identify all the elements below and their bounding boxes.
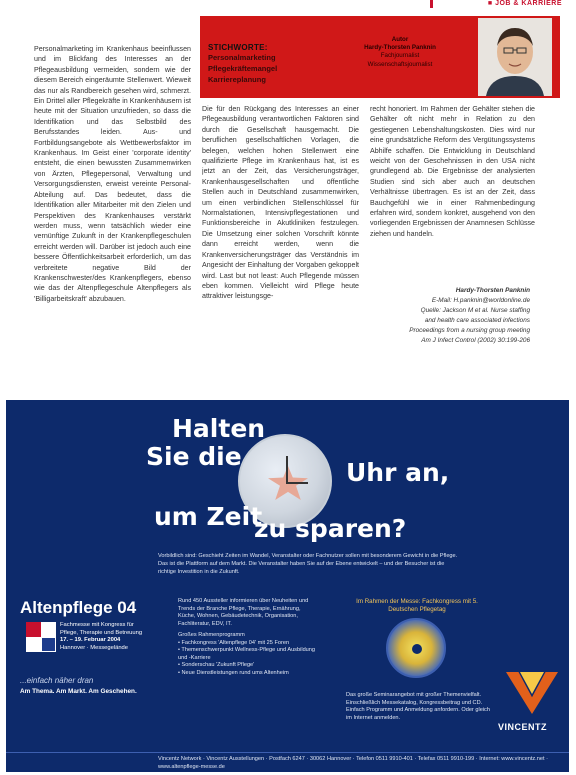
article-text: Personalmarketing im Krankenhaus beeinflussen und im Blickfang des Interesses an der Pflegeausbildung vermeiden, sondern wie der diesem Bereich eingeräumte Stellenwert. Wieweit das nur als Randbereich gesehen wird, schmerzt. Ein Drittel aller Pflegekräfte in Krankenhäusern ist heute mit der Situation unzufrieden, so dass die Identifikation und das Selbstbild des Berufsstandes leiden. Aus- und Fortbildungsangebote als Wettbewerbsfaktor im Krankenhaus. Im Geist einer 'corporate identity' entsteht, die einen bewussten Zusammenwirken von Ärzten, Pflegepersonal, Verwaltung und Versorgungsdiensten, erweist vereinte Personal-Abteilung auf. Das bedeutet, dass die Identifikation aller Mitarbeiter mit den Zielen und Perspektiven des Krankenhauses verstärkt werden muss, wenn tatsächlich wieder eine vernünftige Zukunft in der Krankenpflegeschulen erreicht werden will. Darüber ist jedoch auch eine bessere Öffentlichkeitsarbeit erforderlich, um das verbreitete negative Bild der Krankenschwester/des Krankenpflegers, ebenso wie das der Altenpflegeschule Altenpflegers als 'Billigarbeitskraft' abzubauen. [34,45,191,303]
altenpflege-logo-icon [26,622,56,652]
congress-heading: Im Rahmen der Messe: Fachkongress mit 5. Deutschen Pflegetag [356,598,478,614]
article-column-1 [34,44,191,389]
ad-headline: um Zeit [154,502,263,531]
keyword-box [200,16,560,98]
author-info [330,36,470,69]
author-line: Wissenschaftsjournalist [367,60,433,68]
program-item: • Fachkongress 'Altenpflege 04' mit 25 Foren [178,639,290,646]
program-title: Großes Rahmenprogramm [178,632,245,638]
vincentz-logo-icon [506,672,558,720]
section-label: ■ JOB & KARRIERE [487,0,562,7]
brand-name: VINCENTZ [498,722,547,732]
cd-hole [412,644,422,654]
clock-hand [286,456,288,484]
author-name: Hardy-Thorsten Panknin [364,44,436,52]
portrait-image [478,18,552,96]
ad-headline: Sie die [146,442,242,471]
info-line: Pflege, Therapie und Betreuung [60,629,143,636]
altenpflege-title: Altenpflege 04 [20,598,137,617]
advertisement [6,400,569,772]
exhibitor-text: Rund 450 Aussteller informieren über Neuheiten und Trends der Branche Pflege, Therapie, Ernährung, Küche, Wohnen, Gebäudetechnik, Organisation, Fachliteratur, EDV, IT. [178,598,309,627]
author-role: Autor [391,36,409,43]
info-line: Hannover · Messegelände [60,644,128,651]
cd-icon [386,618,446,678]
keywords-title: STICHWORTE: [208,43,268,52]
author-signoff [370,286,530,346]
program-item: • Neue Dienstleistungen rund ums Altenheim [178,669,289,676]
ad-intro-text: Vorbildlich sind: Geschieht Zeiten im Wandel, Veranstalter oder Fachnutzer sollen mit besonderem Gewicht in die Pflege. Das ist die Plattform auf dem Markt. Die Veranstalter haben Sie auf der Ebene entwickelt – und der Besucher ist die richtige Investition in die Zukunft. [158,553,458,576]
article-text: recht honoriert. Im Rahmen der Gehälter stehen die Gehälter oft nicht mehr in Relation zu den gestiegenen Lebenshaltungskosten. Dies wird nur eine grundsätzliche Reform des Vergütungssystems Abhilfe schaffen. Die Entwicklung in Deutschland weicht von der Geschehnissen in den USA nicht grundlegend ab. Die Ergebnisse der analysierten Studien sind sich aber auch an deutschen Verhältnisse übertragen. Es ist an der Zeit, dass Bauchgefühl wie in einer Rahmenbedingung erfahren wird, sondern konkret, ausgehend von den vorliegenden Ergebnissen der Anamnesen Schlüsse ziehen und handeln. [370,105,535,238]
ad-headline: zu sparen? [254,514,407,543]
program-item: • Sonderschau 'Zukunft Pflege' [178,662,255,668]
header-bar [430,0,433,8]
source-line: and health care associated infections [424,317,530,324]
author-line: Fachjournalist [380,52,420,60]
article-column-3 [370,104,535,284]
keyword-item: Karriereplanung [208,75,266,84]
ad-headline: Halten [172,414,266,443]
keyword-item: Personalmarketing [208,53,276,62]
info-line: 17. – 19. Februar 2004 [60,637,121,644]
source-line: Am J Infect Control (2002) 30:199-206 [421,337,530,344]
article-text: Die für den Rückgang des Interesses an einer Pflegeausbildung verantwortlichen Faktoren sind durch die Gesellschaft hausgemacht. Die beruflichen gesellschaftlichen Vorlagen, die belegen, welchen hohen Stellenwert eine qualifizierte Pflege im Krankenhaus hat, ist es jetzt an der Zeit, das Versicherungsträger, Krankenhausgesellschaften und öffentliche Stellen auch in Deutschland zusammenwirken, um einen verbindlichen Stellenschlüssel für Normalstationen, Intensivpflegestationen und Funktionsbereiche in Akutkliniken festzulegen. Die Umsetzung einer solchen Vorschrift könnte dann erreicht werden, wenn die Krankenversicherungsträger das Verständnis im Angesicht der Einhaltung der Vorgaben gekoppelt wird. Last but not least: Auch Pflegende müssen eben kommen. Vielleicht wird Pflege heute attraktiver leistungsge- [202,105,359,301]
article-column-2 [202,104,359,384]
author-photo [478,18,552,96]
ad-middle-column [178,598,318,677]
ad-footer: Vincentz Network · Vincentz Ausstellungen · Postfach 6247 · 30062 Hannover · Telefon 0511 9910-401 · Telefax 0511 9910-199 · Internet: www.vincentz.net · www.altenpflege-messe.de [6,752,569,772]
congress-text: Das große Seminarangebot mit großer Themenvielfalt. Einschließlich Messekatalog, Kongressbeitrag und CD. Einfach Programm und Anmeldung anfordern. Oder gleich im Internet anmelden. [346,692,490,721]
keyword-item: Pflegekräftemangel [208,64,278,73]
source-line: Proceedings from a nursing group meeting [409,327,530,334]
signoff-email[interactable]: E-Mail: H.panknin@worldonline.de [431,297,530,304]
source-line: Quelle: Jackson M et al. Nurse staffing [420,307,530,314]
page-header [0,0,576,12]
program-item: • Themenschwerpunkt Wellness-Pflege und Ausbildung und -Karriere [178,647,316,661]
signoff-name: Hardy-Thorsten Panknin [455,287,530,294]
altenpflege-tagline: Am Thema. Am Markt. Am Geschehen. [20,688,137,695]
altenpflege-info [60,622,155,652]
info-line: Fachmesse mit Kongress für [60,622,134,628]
altenpflege-slogan: ...einfach näher dran [20,676,94,685]
clock-hand [286,482,308,484]
ad-headline: Uhr an, [346,458,450,487]
